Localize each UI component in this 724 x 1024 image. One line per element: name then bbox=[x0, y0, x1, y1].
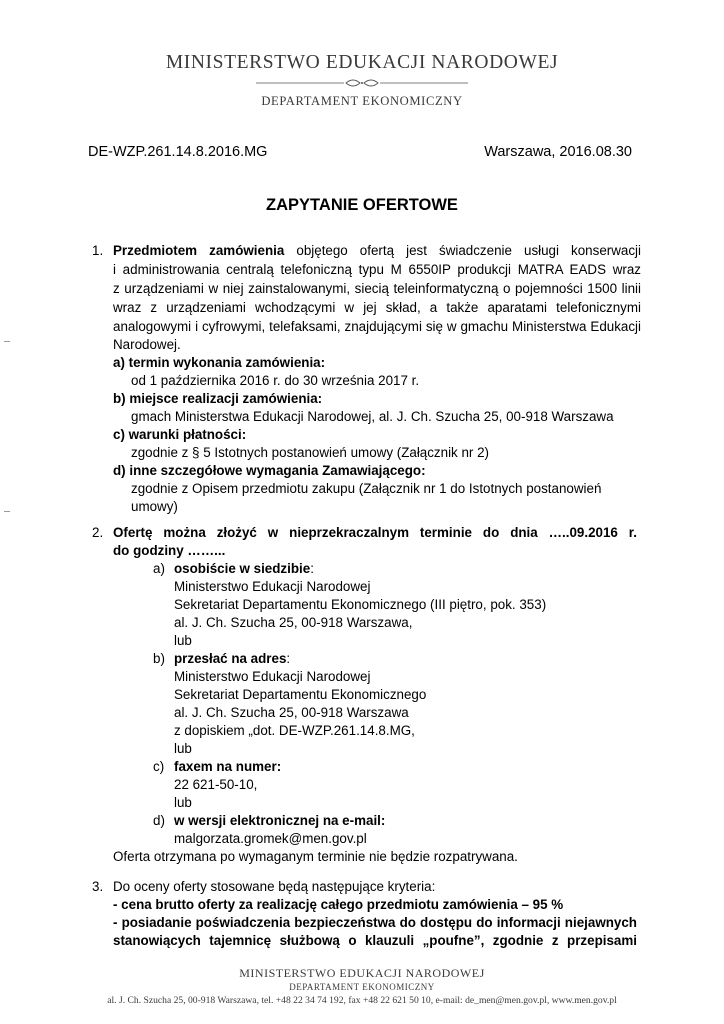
address-line: Sekretariat Departamentu Ekonomicznego (III piętro, pok. 353) bbox=[174, 597, 547, 612]
paragraph-line: Ofertę można złożyć w nieprzekraczalnym terminie do dnia …..09.2016 r. bbox=[113, 525, 637, 540]
address-line: z dopiskiem „dot. DE-WZP.261.14.8.MG, bbox=[174, 723, 415, 738]
option-b-label: przesłać na adres: bbox=[174, 651, 291, 666]
item-d-value: umowy) bbox=[131, 499, 178, 514]
paragraph-line: analogowymi i cyfrowymi, telefaksami, znajdującymi się w gmachu Ministerstwa Edukacji bbox=[113, 319, 641, 334]
paragraph-line: i administrowania centralą telefoniczną typu M 6550IP produkcji MATRA EADS wraz bbox=[113, 262, 641, 277]
criterion-price: - cena brutto oferty za realizację całego przedmiotu zamówienia – 95 % bbox=[113, 897, 564, 912]
item-c-label: c) warunki płatności: bbox=[113, 427, 247, 442]
section-number: 3. bbox=[92, 879, 104, 894]
ministry-title: MINISTERSTWO EDUKACJI NARODOWEJ bbox=[165, 52, 559, 73]
paragraph-line: Przedmiotem zamówienia objętego ofertą jest świadczenie usługi konserwacji bbox=[113, 243, 641, 258]
option-marker: a) bbox=[153, 561, 165, 576]
item-a-value: od 1 października 2016 r. do 30 września 2017 r. bbox=[131, 373, 420, 388]
margin-mark bbox=[4, 341, 10, 342]
item-a-label: a) termin wykonania zamówienia: bbox=[113, 355, 326, 370]
footer bbox=[0, 966, 724, 1006]
place-date: Warszawa, 2016.08.30 bbox=[484, 144, 632, 160]
address-line: Ministerstwo Edukacji Narodowej bbox=[174, 669, 371, 684]
item-b-label: b) miejsce realizacji zamówienia: bbox=[113, 391, 323, 406]
paragraph-line: Narodowej. bbox=[113, 337, 181, 352]
address-line: Ministerstwo Edukacji Narodowej bbox=[174, 579, 371, 594]
address-line: lub bbox=[174, 633, 192, 648]
paragraph-line: Do oceny oferty stosowane będą następujące kryteria: bbox=[113, 879, 436, 894]
address-line: Sekretariat Departamentu Ekonomicznego bbox=[174, 687, 427, 702]
letterhead bbox=[0, 52, 724, 109]
option-d-label: w wersji elektronicznej na e-mail: bbox=[174, 813, 386, 828]
item-d-label: d) inne szczegółowe wymagania Zamawiającego: bbox=[113, 463, 426, 478]
address-line: lub bbox=[174, 795, 192, 810]
ornament-divider bbox=[0, 76, 724, 90]
document-title: ZAPYTANIE OFERTOWE bbox=[266, 196, 458, 214]
option-marker: d) bbox=[153, 813, 165, 828]
item-c-value: zgodnie z § 5 Istotnych postanowień umowy (Załącznik nr 2) bbox=[131, 445, 490, 460]
option-c-label: faxem na numer: bbox=[174, 759, 282, 774]
footer-department: DEPARTAMENT EKONOMICZNY bbox=[289, 982, 435, 992]
lead-bold: Przedmiotem zamówienia bbox=[113, 243, 285, 258]
paragraph-line: wraz z urządzeniami wchodzącymi w jej skład, a także aparatami telefonicznymi bbox=[113, 300, 641, 315]
paragraph-line: do godziny ……... bbox=[113, 543, 226, 558]
option-marker: c) bbox=[153, 759, 165, 774]
footer-contact: al. J. Ch. Szucha 25, 00-918 Warszawa, tel. +48 22 34 74 192, fax +48 22 621 50 10, e-mail: de_men@men.gov.pl, www.men.gov.pl bbox=[107, 995, 617, 1006]
paragraph-line: z urządzeniami w niej zainstalowanymi, siecią teleinformatyczną o pojemności 1500 linii bbox=[113, 281, 641, 296]
item-d-value: zgodnie z Opisem przedmiotu zakupu (Załącznik nr 1 do Istotnych postanowień bbox=[131, 481, 602, 496]
fax-number: 22 621-50-10, bbox=[174, 777, 258, 792]
option-a-label: osobiście w siedzibie: bbox=[174, 561, 314, 576]
ornament-icon bbox=[0, 76, 724, 90]
criterion-security: stanowiących tajemnicę służbową o klauzuli „poufne”, zgodnie z przepisami bbox=[113, 933, 637, 948]
late-offer-note: Oferta otrzymana po wymaganym terminie nie będzie rozpatrywana. bbox=[113, 849, 518, 864]
criterion-security: - posiadanie poświadczenia bezpieczeństwa do dostępu do informacji niejawnych bbox=[113, 915, 637, 930]
footer-ministry: MINISTERSTWO EDUKACJI NARODOWEJ bbox=[239, 966, 485, 980]
email-address: malgorzata.gromek@men.gov.pl bbox=[174, 831, 367, 846]
section-number: 1. bbox=[92, 243, 104, 258]
reference-number: DE-WZP.261.14.8.2016.MG bbox=[88, 144, 268, 160]
option-marker: b) bbox=[153, 651, 165, 666]
margin-mark bbox=[4, 511, 10, 512]
address-line: al. J. Ch. Szucha 25, 00-918 Warszawa bbox=[174, 705, 409, 720]
item-b-value: gmach Ministerstwa Edukacji Narodowej, al. J. Ch. Szucha 25, 00-918 Warszawa bbox=[131, 409, 614, 424]
address-line: lub bbox=[174, 741, 192, 756]
department-name: DEPARTAMENT EKONOMICZNY bbox=[261, 94, 463, 108]
address-line: al. J. Ch. Szucha 25, 00-918 Warszawa, bbox=[174, 615, 413, 630]
section-number: 2. bbox=[92, 525, 104, 540]
